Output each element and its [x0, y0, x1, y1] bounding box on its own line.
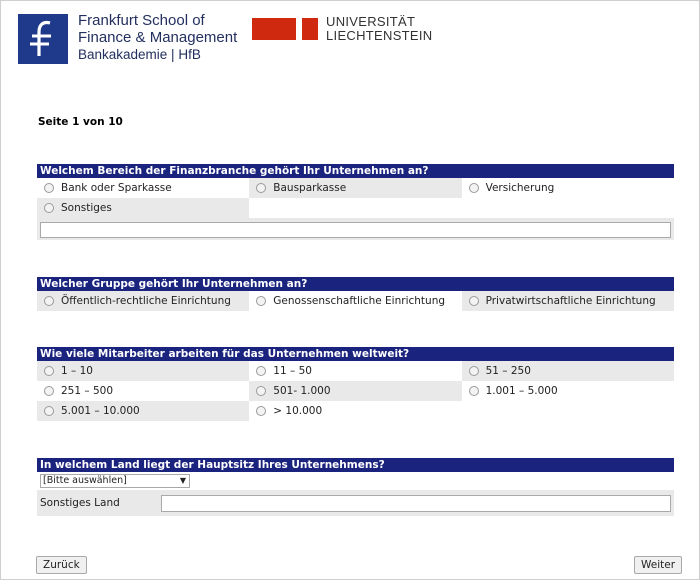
radio-icon[interactable]: [44, 203, 54, 213]
fs-line-3: Bankakademie | HfB: [78, 47, 201, 62]
radio-icon[interactable]: [44, 386, 54, 396]
option-label: 501- 1.000: [273, 385, 331, 397]
frankfurt-school-name: [78, 12, 237, 63]
other-country-label: Sonstiges Land: [40, 497, 120, 509]
dropdown-arrow-icon[interactable]: ▼: [179, 476, 186, 485]
other-country-input[interactable]: [161, 495, 671, 512]
radio-icon[interactable]: [256, 296, 266, 306]
radio-icon[interactable]: [44, 366, 54, 376]
country-select-value: [Bitte auswählen]: [43, 475, 127, 486]
uni-logo-block-1: [252, 18, 296, 40]
option-sonstiges[interactable]: [37, 198, 249, 218]
option-label: Versicherung: [485, 182, 555, 194]
fs-line-1: Frankfurt School of: [78, 12, 205, 29]
option-251-500[interactable]: [37, 381, 249, 401]
country-select[interactable]: [40, 474, 190, 488]
empty-cell: [249, 198, 461, 218]
question-industry: [37, 164, 674, 240]
page-indicator: Seite 1 von 10: [38, 116, 123, 128]
radio-icon[interactable]: [44, 296, 54, 306]
option-label: 5.001 – 10.000: [61, 405, 140, 417]
option-label: Genossenschaftliche Einrichtung: [273, 295, 446, 307]
option-label: 11 – 50: [273, 365, 312, 377]
next-button[interactable]: Weiter: [634, 556, 682, 574]
option-label: 1.001 – 5.000: [485, 385, 558, 397]
option-5001-10000[interactable]: [37, 401, 249, 421]
option-11-50[interactable]: [249, 361, 461, 381]
uni-logo-block-2: [302, 18, 318, 40]
sonstiges-text-input[interactable]: [40, 222, 671, 238]
uni-line-2: LIECHTENSTEIN: [326, 28, 433, 43]
other-country-row: [37, 490, 674, 516]
question-title: Welchem Bereich der Finanzbranche gehört Ihr Unternehmen an?: [37, 164, 674, 178]
other-text-row: [37, 218, 674, 240]
option-label: Öffentlich-rechtliche Einrichtung: [61, 295, 231, 307]
question-title: Wie viele Mitarbeiter arbeiten für das Unternehmen weltweit?: [37, 347, 674, 361]
option-label: Privatwirtschaftliche Einrichtung: [485, 295, 656, 307]
option-label: Bank oder Sparkasse: [61, 182, 172, 194]
option-label: 251 – 500: [61, 385, 114, 397]
option-label: Sonstiges: [61, 202, 112, 214]
option-genossenschaftlich[interactable]: [249, 291, 461, 311]
frankfurt-school-logo: [18, 14, 68, 64]
option-oeffentlich[interactable]: [37, 291, 249, 311]
question-employees: [37, 347, 674, 421]
option-over-10000[interactable]: [249, 401, 461, 421]
option-51-250[interactable]: [462, 361, 674, 381]
radio-icon[interactable]: [256, 386, 266, 396]
empty-cell: [462, 401, 674, 421]
empty-cell: [462, 198, 674, 218]
question-title: Welcher Gruppe gehört Ihr Unternehmen an?: [37, 277, 674, 291]
option-versicherung[interactable]: [462, 178, 674, 198]
radio-icon[interactable]: [44, 183, 54, 193]
option-bausparkasse[interactable]: [249, 178, 461, 198]
back-button[interactable]: Zurück: [36, 556, 87, 574]
radio-icon[interactable]: [256, 183, 266, 193]
uni-name: [326, 15, 432, 43]
option-label: 1 – 10: [61, 365, 93, 377]
option-label: 51 – 250: [485, 365, 531, 377]
radio-icon[interactable]: [256, 366, 266, 376]
radio-icon[interactable]: [469, 183, 479, 193]
radio-icon[interactable]: [469, 386, 479, 396]
option-label: > 10.000: [273, 405, 323, 417]
radio-icon[interactable]: [469, 366, 479, 376]
question-group: [37, 277, 674, 311]
frankfurt-school-logo-icon: [18, 14, 68, 64]
radio-icon[interactable]: [469, 296, 479, 306]
option-501-1000[interactable]: [249, 381, 461, 401]
option-1001-5000[interactable]: [462, 381, 674, 401]
question-country: [37, 458, 674, 516]
uni-line-1: UNIVERSITÄT: [326, 14, 416, 29]
option-1-10[interactable]: [37, 361, 249, 381]
radio-icon[interactable]: [44, 406, 54, 416]
question-title: In welchem Land liegt der Hauptsitz Ihres Unternehmens?: [37, 458, 674, 472]
fs-line-2: Finance & Management: [78, 29, 238, 46]
option-label: Bausparkasse: [273, 182, 347, 194]
option-privatwirtschaftlich[interactable]: [462, 291, 674, 311]
option-bank[interactable]: [37, 178, 249, 198]
radio-icon[interactable]: [256, 406, 266, 416]
